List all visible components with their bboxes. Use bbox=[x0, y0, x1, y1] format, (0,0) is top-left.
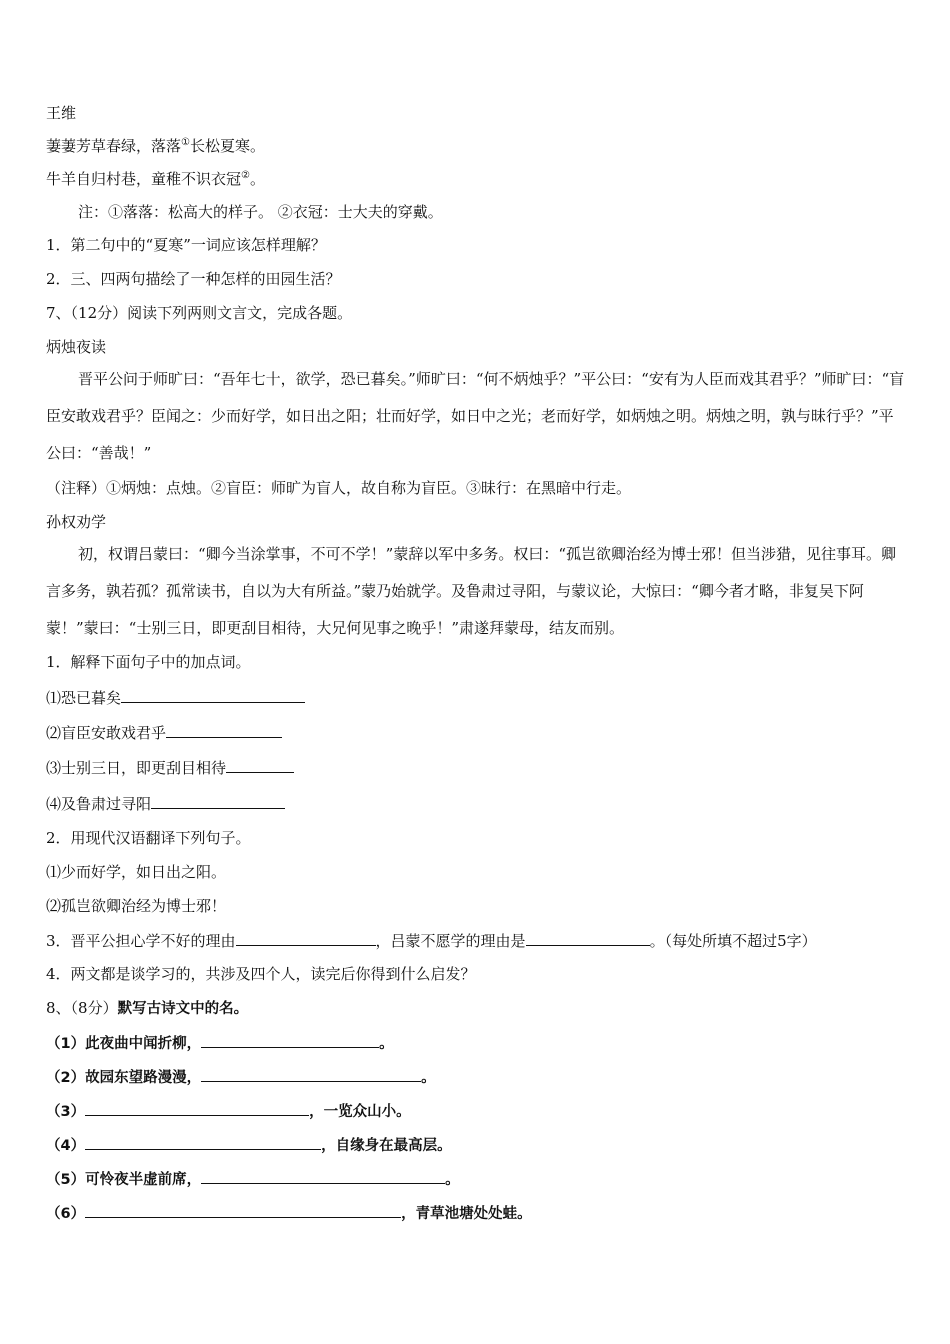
answer-blank[interactable] bbox=[151, 793, 285, 809]
q8-item-4: （4） ，自缘身在最高层。 bbox=[46, 1134, 916, 1156]
answer-blank[interactable] bbox=[121, 687, 305, 703]
q7-header: 7、（12分）阅读下列两则文言文，完成各题。 bbox=[46, 304, 353, 322]
q7-item-1: ⑴恐已暮矣 bbox=[46, 687, 916, 708]
q7-sub-4: 4．两文都是谈学习的，共涉及四个人，读完后你得到什么启发？ bbox=[46, 965, 476, 983]
q8-item-5: （5）可怜夜半虚前席， 。 bbox=[46, 1168, 916, 1190]
q7-item-3: ⑶士别三日，即更刮目相待 bbox=[46, 757, 916, 778]
q7-translate-1: ⑴少而好学，如日出之阳。 bbox=[46, 863, 227, 881]
answer-blank[interactable] bbox=[226, 757, 294, 773]
q7-sub-3: 3．晋平公担心学不好的理由 ，吕蒙不愿学的理由是 。（每处所填不超过5字） bbox=[46, 932, 817, 950]
q8-item-6: （6） ，青草池塘处处蛙。 bbox=[46, 1202, 916, 1224]
poem-line-2: 牛羊自归村巷，童稚不识衣冠②。 bbox=[46, 170, 265, 188]
passage-1-title: 炳烛夜读 bbox=[46, 338, 107, 356]
answer-blank[interactable] bbox=[85, 1134, 321, 1150]
q8-item-1: （1）此夜曲中闻折柳， 。 bbox=[46, 1032, 916, 1054]
answer-blank[interactable] bbox=[166, 722, 282, 738]
poem-question-2: 2．三、四两句描绘了一种怎样的田园生活？ bbox=[46, 270, 341, 288]
poem-note: 注：①落落：松高大的样子。 ②衣冠：士大夫的穿戴。 bbox=[78, 203, 443, 221]
passage-2-title: 孙权劝学 bbox=[46, 513, 107, 531]
passage-1-text: 晋平公问于师旷曰：“吾年七十，欲学，恐已暮矣。”师旷曰：“何不炳烛乎？”平公曰：“安有为人臣而戏其君乎？”师旷曰：“盲臣安敢戏君乎？臣闻之：少而好学，如日出之阳；壮而好学，如日中之光；老而好学，如炳烛之明。炳烛之明，孰与昧行乎？”平公曰：“善哉！” bbox=[46, 370, 905, 462]
passage-2-text: 初，权谓吕蒙曰：“卿今当涂掌事，不可不学！”蒙辞以军中多务。权曰：“孤岂欲卿治经为博士邪！但当涉猎，见往事耳。卿言多务，孰若孤？孤常读书，自以为大有所益。”蒙乃始就学。及鲁肃过寻阳，与蒙议论，大惊曰：“卿今者才略，非复吴下阿蒙！”蒙曰：“士别三日，即更刮目相待，大兄何见事之晚乎！”肃遂拜蒙母，结友而别。 bbox=[46, 545, 897, 637]
answer-blank[interactable] bbox=[201, 1168, 445, 1184]
q8-item-3: （3） ，一览众山小。 bbox=[46, 1100, 916, 1122]
poem-author: 王维 bbox=[46, 104, 77, 122]
passage-1-note: （注释）①炳烛：点烛。②盲臣：师旷为盲人，故自称为盲臣。③昧行：在黑暗中行走。 bbox=[46, 479, 632, 497]
q8-header: 8、（8分）默写古诗文中的名。 bbox=[46, 999, 249, 1017]
q8-item-2: （2）故园东望路漫漫， 。 bbox=[46, 1066, 916, 1088]
q7-sub-1: 1．解释下面句子中的加点词。 bbox=[46, 653, 251, 671]
footnote-mark: ① bbox=[181, 137, 190, 148]
q7-translate-2: ⑵孤岂欲卿治经为博士邪！ bbox=[46, 897, 227, 915]
answer-blank[interactable] bbox=[85, 1100, 309, 1116]
q7-item-4: ⑷及鲁肃过寻阳 bbox=[46, 793, 916, 814]
poem-question-1: 1．第二句中的“夏寒”一词应该怎样理解？ bbox=[46, 236, 326, 254]
q7-item-2: ⑵盲臣安敢戏君乎 bbox=[46, 722, 916, 743]
answer-blank[interactable] bbox=[526, 930, 650, 946]
poem-line-1: 萋萋芳草春绿，落落①长松夏寒。 bbox=[46, 137, 265, 155]
answer-blank[interactable] bbox=[85, 1202, 401, 1218]
answer-blank[interactable] bbox=[201, 1066, 421, 1082]
footnote-mark: ② bbox=[241, 170, 250, 181]
answer-blank[interactable] bbox=[236, 930, 376, 946]
answer-blank[interactable] bbox=[201, 1032, 379, 1048]
q7-sub-2: 2．用现代汉语翻译下列句子。 bbox=[46, 829, 251, 847]
